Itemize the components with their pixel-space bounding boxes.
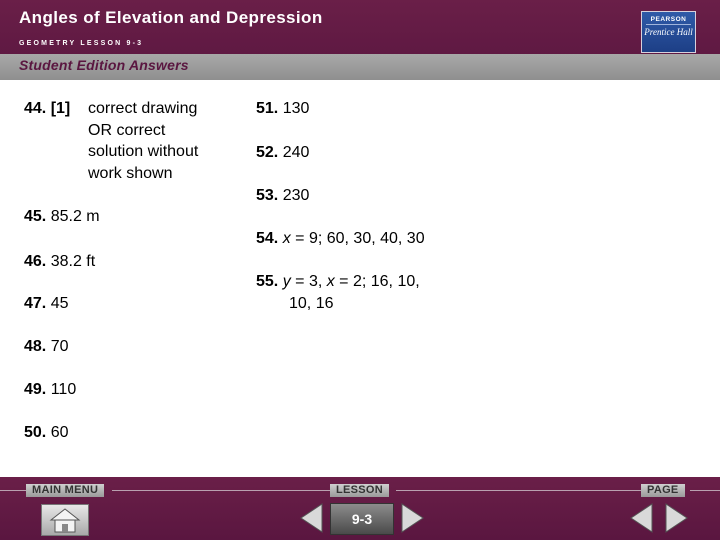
- answer-text: = 9; 60, 30, 40, 30: [290, 230, 425, 247]
- answer-text: 70: [50, 338, 69, 355]
- answer-number: 47.: [24, 295, 47, 312]
- answer-number: 55.: [256, 273, 279, 290]
- answer-number: 51.: [256, 100, 279, 117]
- answer-line: 10, 16: [289, 294, 334, 312]
- main-menu-label: MAIN MENU: [26, 484, 104, 497]
- answer-variable: x: [326, 273, 335, 290]
- lesson-label: LESSON: [330, 484, 389, 497]
- prev-page-arrow-icon[interactable]: [628, 502, 656, 534]
- logo-bottom-text: Prentice Hall: [644, 27, 693, 37]
- answer-50: [24, 422, 69, 444]
- page-title: Angles of Elevation and Depression: [19, 8, 323, 27]
- answer-number: 52.: [256, 144, 279, 161]
- answer-45: [24, 206, 100, 228]
- footer-divider: [690, 490, 720, 491]
- logo-top-text: PEARSON: [646, 12, 691, 25]
- answer-line: solution without: [88, 143, 199, 160]
- answer-51: [256, 98, 309, 120]
- answer-text: 85.2 m: [50, 208, 100, 225]
- answer-55: [256, 271, 476, 314]
- answer-number: 44. [1]: [24, 100, 71, 117]
- answer-text: = 3,: [290, 273, 327, 290]
- answer-53: [256, 185, 309, 207]
- answer-54: [256, 228, 425, 250]
- answer-46: [24, 251, 95, 273]
- answer-44: [24, 98, 234, 182]
- answer-number: 48.: [24, 338, 47, 355]
- answer-52: [256, 142, 309, 164]
- answer-line: work shown: [88, 164, 173, 182]
- answer-47: [24, 293, 69, 315]
- section-label: Student Edition Answers: [19, 57, 189, 73]
- next-lesson-arrow-icon[interactable]: [398, 502, 426, 534]
- answer-number: 54.: [256, 230, 279, 247]
- footer-divider: [112, 490, 330, 491]
- answer-line: correct drawing: [88, 100, 198, 117]
- answer-number: 50.: [24, 424, 47, 441]
- next-page-arrow-icon[interactable]: [662, 502, 690, 534]
- answer-text: 130: [282, 100, 310, 117]
- answer-body: [88, 98, 198, 184]
- page-label: PAGE: [641, 484, 685, 497]
- answer-number: 45.: [24, 208, 47, 225]
- prev-lesson-arrow-icon[interactable]: [298, 502, 326, 534]
- answer-variable: y: [282, 273, 291, 290]
- answer-line: OR correct: [88, 121, 166, 139]
- answer-text: 110: [50, 381, 77, 398]
- footer-divider: [396, 490, 641, 491]
- answer-variable: x: [282, 230, 291, 247]
- answer-48: [24, 336, 69, 358]
- answer-text: 230: [282, 187, 310, 204]
- answer-text: 45: [50, 295, 69, 312]
- footer-divider: [0, 490, 26, 491]
- answer-text: 240: [282, 144, 310, 161]
- answer-text: = 2; 16, 10,: [334, 273, 420, 290]
- main-menu-button[interactable]: [41, 504, 89, 536]
- pearson-logo: [641, 11, 696, 53]
- home-icon: [42, 505, 88, 535]
- answer-number: 49.: [24, 381, 47, 398]
- answer-text: 60: [50, 424, 69, 441]
- answer-text: 38.2 ft: [50, 253, 96, 270]
- lesson-subtitle: GEOMETRY LESSON 9-3: [19, 40, 144, 47]
- lesson-number-badge: 9-3: [330, 503, 394, 535]
- answer-49: [24, 379, 76, 401]
- answer-number: 46.: [24, 253, 47, 270]
- answer-number: 53.: [256, 187, 279, 204]
